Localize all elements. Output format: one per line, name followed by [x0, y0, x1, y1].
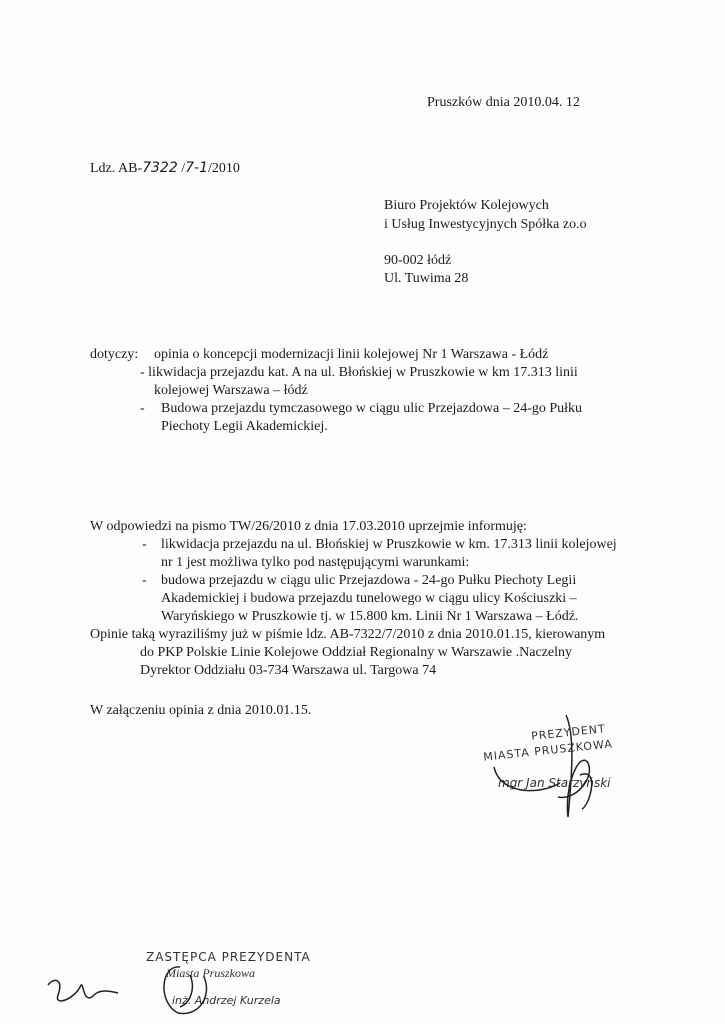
stamp-president-title: PREZYDENT: [530, 722, 607, 743]
stamp-president-name: mgr Jan Starzyński: [498, 776, 611, 790]
reference-number: [90, 159, 240, 178]
deputy-signature: [40, 955, 260, 1020]
reference-handwritten-number: 7322: [142, 160, 178, 176]
subject-label: dotyczy:: [90, 347, 139, 362]
president-signature: [480, 705, 640, 825]
stamp-deputy-name: inż. Andrzej Kurzela: [172, 994, 281, 1007]
body-intro: W odpowiedzi na pismo TW/26/2010 z dnia 17.03.2010 uprzejmie informuję:: [90, 519, 527, 534]
subject-line3: kolejowej Warszawa – łódź: [154, 383, 308, 398]
subject-line2: - likwidacja przejazdu kat. A na ul. Błońskiej w Pruszkowie w km 17.313 linii: [140, 365, 578, 380]
stamp-president-city: MIASTA PRUSZKOWA: [482, 737, 614, 764]
stamp-deputy-title: ZASTĘPCA PREZYDENTA: [146, 950, 311, 964]
opinion-line2: do PKP Polskie Linie Kolejowe Oddział Regionalny w Warszawie .Naczelny: [140, 645, 572, 660]
bullet2-line1: budowa przejazdu w ciągu ulic Przejazdowa - 24-go Pułku Piechoty Legii: [161, 573, 577, 588]
subject-line4: Budowa przejazdu tymczasowego w ciągu ulic Przejazdowa – 24-go Pułku: [161, 401, 583, 416]
subject-line5: Piechoty Legii Akademickiej.: [161, 419, 328, 434]
bullet2-line2: Akademickiej i budowa przejazdu tunelowego w ciągu ulicy Kościuszki –: [161, 591, 577, 606]
recipient-name-line2: i Usług Inwestycyjnych Spółka zo.o: [384, 217, 587, 232]
recipient-name-line1: Biuro Projektów Kolejowych: [384, 198, 549, 213]
bullet1-line2: nr 1 jest możliwa tylko pod następującymi warunkami:: [161, 555, 470, 570]
attachment-note: W załączeniu opinia z dnia 2010.01.15.: [90, 703, 312, 718]
reference-handwritten-sub: 7-1: [185, 160, 209, 176]
recipient-street: Ul. Tuwima 28: [384, 271, 469, 286]
subject-line1: opinia o koncepcji modernizacji linii kolejowej Nr 1 Warszawa - Łódź: [154, 347, 549, 362]
recipient-postal: 90-002 łódź: [384, 253, 452, 268]
bullet1-line1: likwidacja przejazdu na ul. Błońskiej w Pruszkowie w km. 17.313 linii kolejowej: [161, 537, 617, 552]
reference-suffix: /2010: [208, 161, 240, 176]
bullet1-dash: -: [142, 537, 147, 552]
opinion-line3: Dyrektor Oddziału 03-734 Warszawa ul. Targowa 74: [140, 663, 437, 678]
stamp-deputy-city: Miasta Pruszkowa: [166, 966, 256, 980]
bullet2-dash: -: [142, 573, 147, 588]
subject-dash: -: [140, 401, 145, 416]
date-line: Pruszków dnia 2010.04. 12: [427, 95, 580, 110]
reference-slash: /: [177, 161, 186, 176]
reference-prefix: Ldz. AB-: [90, 161, 143, 176]
opinion-line1: Opinie taką wyraziliśmy już w piśmie ldz. AB-7322/7/2010 z dnia 2010.01.15, kierowanym: [90, 627, 606, 642]
bullet2-line3: Waryńskiego w Pruszkowie tj. w 15.800 km. Linii Nr 1 Warszawa – Łódź.: [161, 609, 579, 624]
